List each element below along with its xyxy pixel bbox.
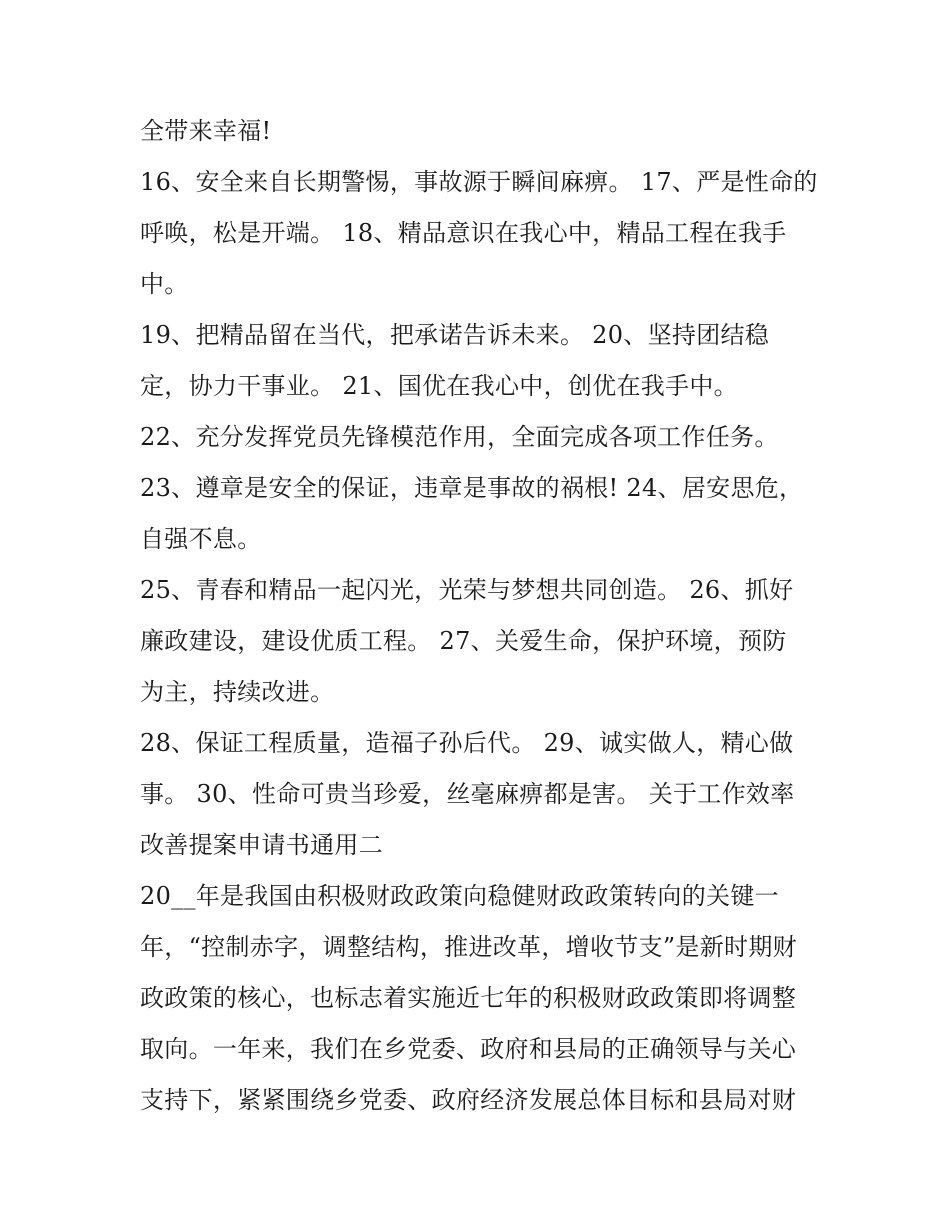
text-line: 呼唤，松是开端。 18、精品意识在我心中，精品工程在我手: [140, 219, 787, 247]
text-line: 事。 30、性命可贵当珍爱，丝毫麻痹都是害。 关于工作效率: [140, 780, 795, 808]
text-line: 中。: [140, 270, 189, 298]
text-line: 定，协力干事业。 21、国优在我心中，创优在我手中。: [140, 372, 738, 400]
text-line: 支持下，紧紧围绕乡党委、政府经济发展总体目标和县局对财: [140, 1086, 797, 1114]
text-line: 改善提案申请书通用二: [140, 831, 383, 859]
text-line: 22、充分发挥党员先锋模范作用，全面完成各项工作任务。: [140, 423, 779, 451]
text-line: 20__年是我国由积极财政政策向稳健财政政策转向的关键一: [140, 882, 779, 910]
text-line: 16、安全来自长期警惕，事故源于瞬间麻痹。 17、严是性命的: [140, 168, 818, 196]
text-line: 自强不息。: [140, 525, 262, 553]
text-line: 取向。一年来，我们在乡党委、政府和县局的正确领导与关心: [140, 1035, 797, 1063]
text-line: 年，“控制赤字，调整结构，推进改革，增收节支”是新时期财: [140, 933, 797, 961]
text-line: 为主，持续改进。: [140, 678, 335, 706]
text-line: 全带来幸福!: [140, 117, 272, 145]
text-line: 政政策的核心，也标志着实施近七年的积极财政政策即将调整: [140, 984, 797, 1012]
text-line: 19、把精品留在当代，把承诺告诉未来。 20、坚持团结稳: [140, 321, 770, 349]
text-line: 28、保证工程质量，造福子孙后代。 29、诚实做人，精心做: [140, 729, 794, 757]
text-line: 廉政建设，建设优质工程。 27、关爱生命，保护环境，预防: [140, 627, 787, 655]
text-line: 25、青春和精品一起闪光，光荣与梦想共同创造。 26、抓好: [140, 576, 794, 604]
text-line: 23、遵章是安全的保证，违章是事故的祸根! 24、居安思危，: [140, 474, 804, 502]
document-body: [140, 106, 820, 1126]
